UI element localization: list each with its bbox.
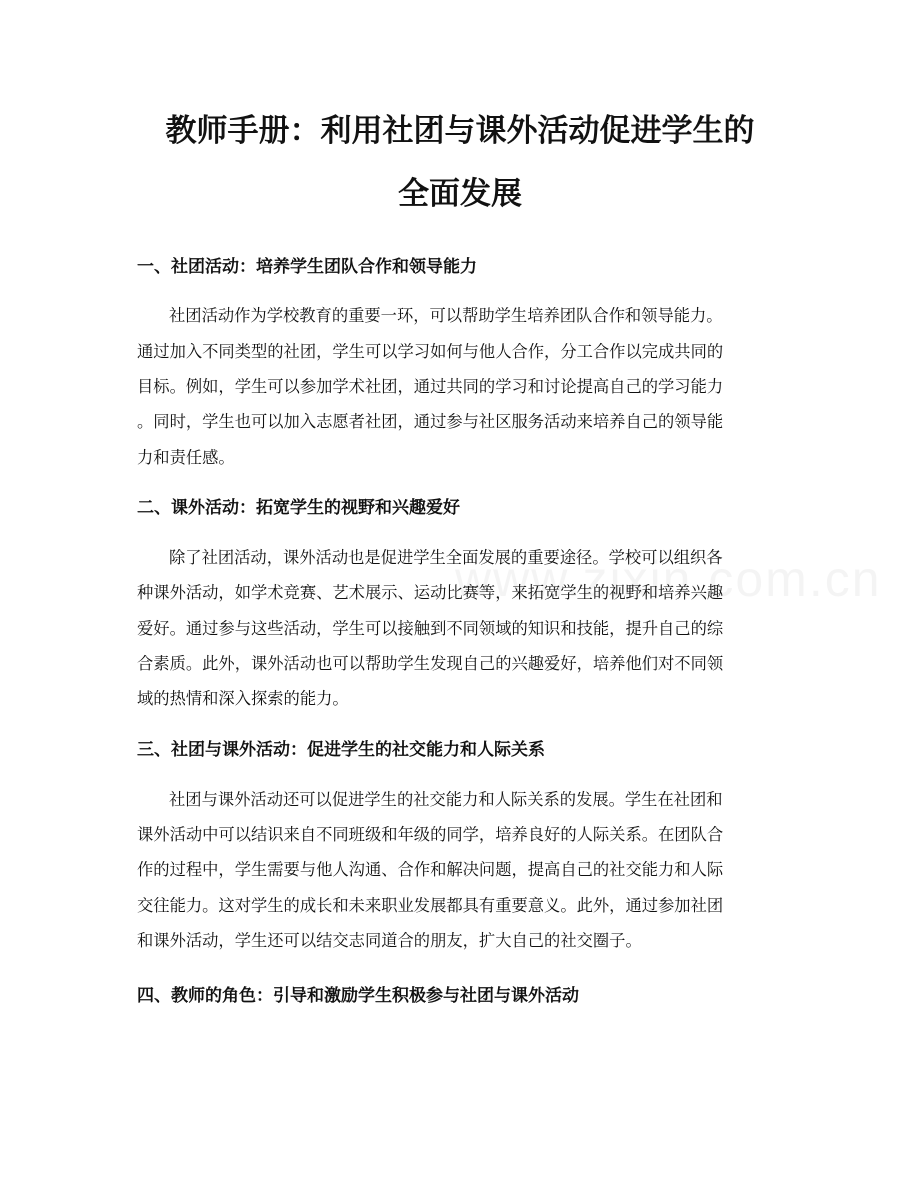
section-heading-3: 三、社团与课外活动：促进学生的社交能力和人际关系	[137, 740, 545, 760]
page-title-line-2: 全面发展	[398, 176, 522, 212]
page-title-line-1: 教师手册：利用社团与课外活动促进学生的	[165, 113, 755, 149]
paragraph-line: 域的热情和深入探索的能力。	[137, 689, 349, 708]
paragraph-line: 力和责任感。	[137, 448, 235, 467]
section-heading-1: 一、社团活动：培养学生团队合作和领导能力	[137, 257, 477, 277]
paragraph-line: 通过加入不同类型的社团，学生可以学习如何与他人合作，分工合作以完成共同的	[137, 342, 724, 361]
paragraph-line: 作的过程中，学生需要与他人沟通、合作和解决问题，提高自己的社交能力和人际	[137, 860, 724, 879]
section-heading-4: 四、教师的角色：引导和激励学生积极参与社团与课外活动	[137, 986, 579, 1006]
paragraph-line: 社团活动作为学校教育的重要一环，可以帮助学生培养团队合作和领导能力。	[169, 306, 723, 325]
paragraph-line: 爱好。通过参与这些活动，学生可以接触到不同领域的知识和技能，提升自己的综	[137, 619, 724, 638]
paragraph-line: 合素质。此外，课外活动也可以帮助学生发现自己的兴趣爱好，培养他们对不同领	[137, 654, 724, 673]
paragraph-line: 课外活动中可以结识来自不同班级和年级的同学，培养良好的人际关系。在团队合	[137, 825, 724, 844]
paragraph-line: 种课外活动，如学术竞赛、艺术展示、运动比赛等，来拓宽学生的视野和培养兴趣	[137, 583, 724, 602]
paragraph-line: 社团与课外活动还可以促进学生的社交能力和人际关系的发展。学生在社团和	[169, 790, 723, 809]
paragraph-line: 和课外活动，学生还可以结交志同道合的朋友，扩大自己的社交圈子。	[137, 931, 642, 950]
section-heading-2: 二、课外活动：拓宽学生的视野和兴趣爱好	[137, 498, 460, 518]
paragraph-line: 目标。例如，学生可以参加学术社团，通过共同的学习和讨论提高自己的学习能力	[137, 377, 724, 396]
paragraph-line: 。同时，学生也可以加入志愿者社团，通过参与社区服务活动来培养自己的领导能	[137, 412, 724, 431]
paragraph-line: 除了社团活动，课外活动也是促进学生全面发展的重要途径。学校可以组织各	[169, 548, 723, 567]
paragraph-line: 交往能力。这对学生的成长和未来职业发展都具有重要意义。此外，通过参加社团	[137, 896, 724, 915]
